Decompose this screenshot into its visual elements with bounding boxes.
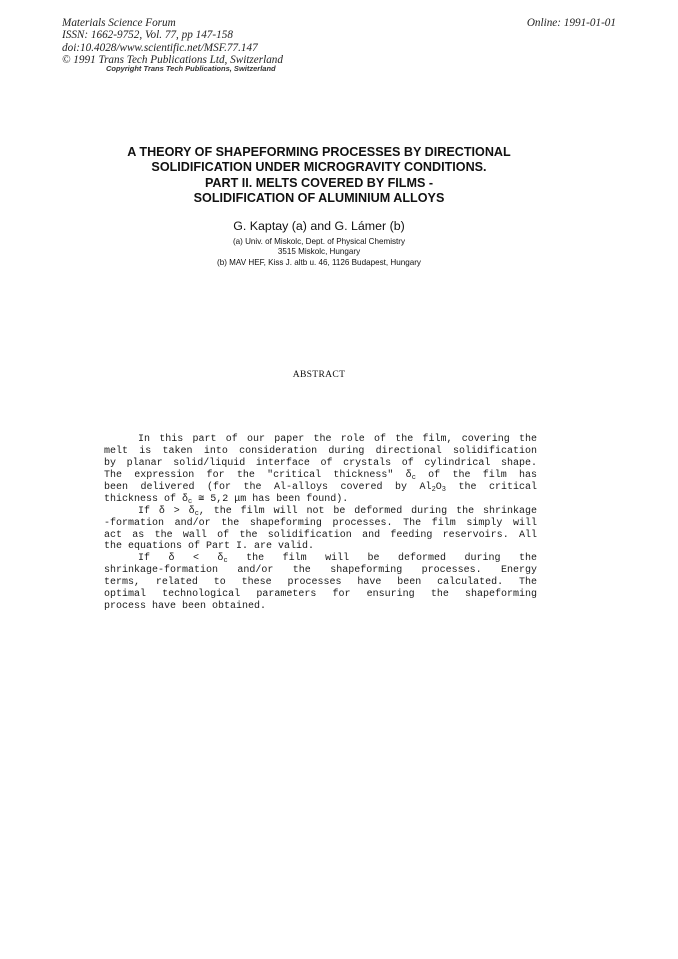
title-line: SOLIDIFICATION OF ALUMINIUM ALLOYS xyxy=(193,191,445,206)
abstract-line: shrinkage-formation and/or the shapeforming processes. Energy xyxy=(104,565,537,577)
issn-line: ISSN: 1662-9752, Vol. 77, pp 147-158 xyxy=(62,29,233,42)
abstract-line: act as the wall of the solidification and feeding reservoirs. All xyxy=(104,529,537,541)
abstract-heading: ABSTRACT xyxy=(292,369,346,380)
copyright-line: © 1991 Trans Tech Publications Ltd, Switzerland xyxy=(62,54,283,67)
citation-block xyxy=(62,17,283,67)
copyright-stamp: Copyright Trans Tech Publications, Switzerland xyxy=(106,64,276,73)
abstract-line: the equations of Part I. are valid. xyxy=(104,541,315,553)
affiliation-line: (a) Univ. of Miskolc, Dept. of Physical Chemistry xyxy=(232,237,406,246)
online-date: Online: 1991-01-01 xyxy=(526,17,616,29)
abstract-line: If $\delta < \delta_c$ the film will be deformed during the xyxy=(138,553,537,566)
affiliation-line: (b) MAV HEF, Kiss J. altb u. 46, 1126 Budapest, Hungary xyxy=(217,257,421,267)
abstract-body xyxy=(104,434,537,613)
abstract-line: melt is taken into consideration during directional solidification xyxy=(104,445,537,457)
journal-name: Materials Science Forum xyxy=(62,17,176,29)
doi-line[interactable]: doi:10.4028/www.scientific.net/MSF.77.147 xyxy=(62,41,258,54)
title-line: PART II. MELTS COVERED BY FILMS - xyxy=(204,175,434,190)
title-line: SOLIDIFICATION UNDER MICROGRAVITY CONDITIONS. xyxy=(151,160,487,175)
abstract-line: optimal technological parameters for ensuring the shapeforming xyxy=(104,589,537,601)
abstract-line: terms, related to these processes have been calculated. The xyxy=(104,577,537,589)
abstract-line: process have been obtained. xyxy=(104,601,267,613)
abstract-line: by planar solid/liquid interface of crystals of cylindrical shape. xyxy=(104,457,537,469)
abstract-line: thickness of $\delta_c$ ≅ 5,2 μm has been found). xyxy=(104,493,349,506)
abstract-line: The expression for the "critical thickness" $\delta_c$ of the film has xyxy=(104,469,537,482)
authors: G. Kaptay (a) and G. Lámer (b) xyxy=(233,219,405,233)
title-line: A THEORY OF SHAPEFORMING PROCESSES BY DIRECTIONAL xyxy=(127,145,511,159)
abstract-line: In this part of our paper the role of the film, covering the xyxy=(138,434,537,445)
abstract-line: If $\delta > \delta_c$, the film will not be deformed during the shrinkage xyxy=(138,505,537,518)
abstract-line: -formation and/or the shapeforming processes. The film simply will xyxy=(104,517,537,529)
abstract-line: been delivered (for the Al-alloys covered by $Al_2O_3$ the critical xyxy=(104,481,538,494)
affiliation-line: 3515 Miskolc, Hungary xyxy=(277,247,361,257)
paper-title xyxy=(60,145,578,207)
affiliations xyxy=(60,237,578,268)
